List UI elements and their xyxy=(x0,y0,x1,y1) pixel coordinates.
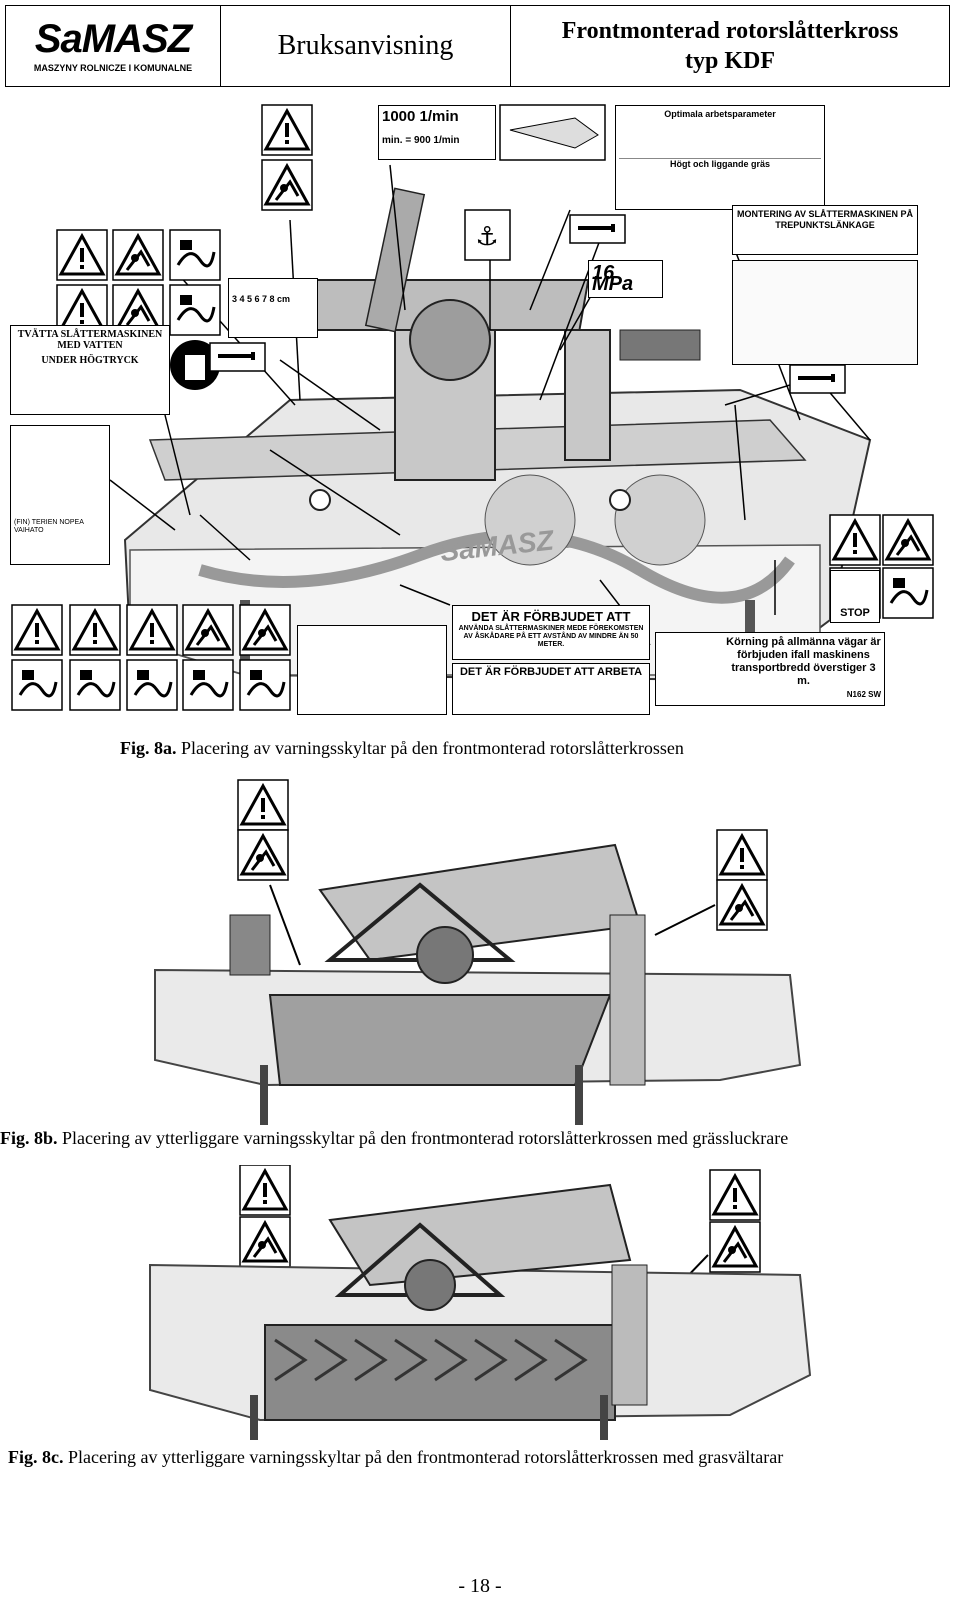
manual-label: Bruksanvisning xyxy=(221,6,511,86)
grease-sign-1 xyxy=(570,215,625,243)
road-sign-code: N162 SW xyxy=(846,690,881,699)
grease-sign-3 xyxy=(790,365,845,393)
page-header xyxy=(5,5,950,87)
logo-name: SaMASZ xyxy=(34,17,192,61)
figure-8b-drawing xyxy=(0,775,960,1125)
wash-sign xyxy=(10,325,170,415)
forbidden-spectators-sign xyxy=(452,605,650,660)
title-line-1: Frontmonterad rotorslåtterkross xyxy=(561,18,899,44)
parameters-title: Optimala arbetsparameter xyxy=(664,109,776,119)
cutting-height-values: 3 4 5 6 7 8 cm xyxy=(232,294,291,304)
working-position-sign xyxy=(297,625,447,715)
hitch-sign: MONTERING AV SLÅTTERMASKINEN PÅ TREPUNKTSLÄNKAGE xyxy=(732,205,918,255)
wash-sign-sub: UNDER HÖGTRYCK xyxy=(41,355,139,366)
figure-8c xyxy=(0,1165,960,1440)
pressure-sign: 16 MPa xyxy=(588,260,663,298)
figure-8a-caption: Fig. 8a. Placering av varningsskyltar på den frontmonterad rotorslåtterkrossen xyxy=(120,738,684,758)
title-line-2: typ KDF xyxy=(685,48,775,74)
road-sign xyxy=(655,632,885,706)
knife-sign xyxy=(500,105,605,160)
speed-sign-min: min. = 900 1/min xyxy=(382,135,460,146)
stop-sign: STOP xyxy=(830,570,880,623)
logo xyxy=(6,6,221,86)
machine-brand-logo: SaMASZ xyxy=(438,524,555,568)
figure-8c-caption: Fig. 8c. Placering av ytterliggare varningsskyltar på den frontmonterad rotorslåtterkrossen med grasvältarar xyxy=(8,1447,784,1467)
knife-change-sign xyxy=(10,425,110,565)
warning-pictogram-top xyxy=(262,160,312,210)
knife-change-text: (FIN) TERIEN NOPEA VAIHATO xyxy=(14,519,84,534)
figure-8b-caption: Fig. 8b. Placering av ytterliggare varningsskyltar på den frontmonterad rotorslåtterkrossen med grässluckrare xyxy=(0,1128,789,1148)
cutting-height-sign xyxy=(228,278,318,338)
hitch-diagram-sign xyxy=(732,260,918,365)
grease-sign-2 xyxy=(210,343,265,371)
forbidden-work-sign xyxy=(452,663,650,715)
forbidden-work-title: DET ÄR FÖRBJUDET ATT ARBETA xyxy=(459,666,643,678)
forbidden-spectators-title: DET ÄR FÖRBJUDET ATT xyxy=(471,609,631,624)
speed-sign-top: 1000 1/min xyxy=(382,108,459,125)
logo-subtitle: MASZYNY ROLNICZE I KOMUNALNE xyxy=(33,63,193,73)
forbidden-spectators-text: ANVÄNDA SLÅTTERMASKINER MEDE FÖREKOMSTEN AV ÅSKÅDARE PÅ ETT AVSTÅND AV MINDRE ÄN 50 METER. xyxy=(458,625,644,648)
warning-sign-top xyxy=(262,105,312,155)
hook-icon: ⚓ xyxy=(475,222,499,252)
speed-sign xyxy=(378,105,496,160)
document-title xyxy=(511,6,949,86)
page-number: - 18 - xyxy=(458,1575,502,1597)
parameters-subtitle: Högt och liggande gräs xyxy=(669,159,770,169)
machine-with-conditioner xyxy=(155,845,800,1125)
figure-8c-drawing xyxy=(0,1165,960,1440)
wash-sign-title: TVÄTTA SLÅTTERMASKINEN MED VATTEN xyxy=(17,329,163,351)
figure-8a xyxy=(0,100,960,720)
road-sign-text: Körning på allmänna vägar är förbjuden ifall maskinens transportbredd överstiger 3 m. xyxy=(726,636,881,687)
parameters-sign xyxy=(615,105,825,210)
figure-8b xyxy=(0,775,960,1125)
